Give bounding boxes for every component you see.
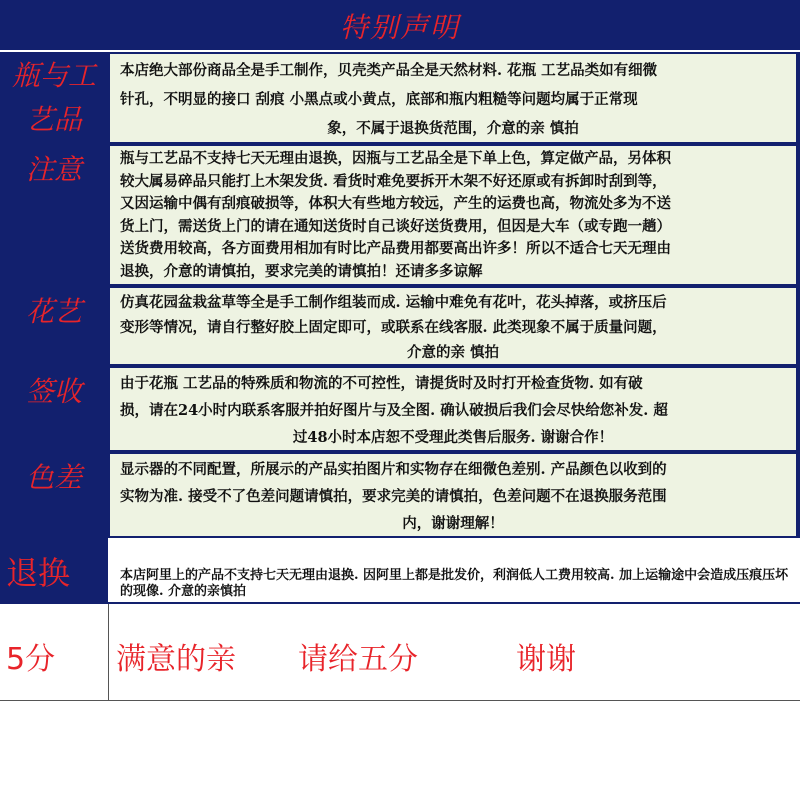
content-line: 又因运输中偶有刮痕破损等，体积大有些地方较远，产生的运费也高，物流处多为不送 — [120, 195, 671, 212]
section-label-text: 瓶与工艺品 — [11, 59, 96, 136]
cell-divider — [108, 604, 109, 700]
section-label: 签收 — [25, 375, 82, 408]
score-label: 5分 — [6, 642, 56, 677]
content-line: 退换，介意的请慎拍，要求完美的请慎拍！还请多多谅解 — [120, 262, 483, 280]
content-line: 本店绝大部份商品全是手工制作，贝壳类产品全是天然材料. 花瓶 工艺品类如有细微 — [120, 62, 658, 79]
content-line: 介意的亲 慎拍 — [406, 344, 500, 361]
page-title: 特别声明 — [339, 11, 460, 44]
content-line: 针孔，不明显的接口 刮痕 小黑点或小黄点，底部和瓶内粗糙等问题均属于正常现 — [120, 91, 638, 108]
content-line: 显示器的不同配置，所展示的产品实拍图片和实物存在细微色差别. 产品颜色以收到的 — [120, 461, 667, 478]
tuihuan-label: 退换 — [6, 554, 71, 592]
section-content — [110, 54, 796, 142]
section-zhuyi — [0, 144, 800, 286]
content-line: 变形等情况，请自行整好胶上固定即可，或联系在线客服. 此类现象不属于质量问题， — [120, 319, 667, 336]
bottom-rule — [0, 700, 800, 701]
content-line: 送货费用较高，各方面费用相加有时比产品费用都要高出许多！所以不适合七天无理由 — [120, 240, 671, 257]
section-content — [110, 368, 796, 450]
score-item: 谢谢 — [516, 642, 576, 677]
content-line: 象，不属于退换货范围，介意的亲 慎拍 — [327, 120, 579, 137]
content-line: 损，请在24小时内联系客服并拍好图片与及全图. 确认破损后我们会尽快给您补发. 超 — [120, 402, 668, 419]
score-item: 满意的亲 — [116, 642, 236, 677]
section-label — [0, 52, 108, 142]
content-line: 内，谢谢理解！ — [402, 515, 504, 532]
section-ping-gongyipin — [0, 52, 800, 144]
content-line: 仿真花园盆栽盆草等全是手工制作组装而成. 运输中难免有花叶，花头掉落，或挤压后 — [120, 294, 667, 311]
section-huayi — [0, 286, 800, 366]
content-line: 较大属易碎品只能打上木架发货. 看货时难免要拆开木架不好还原或有拆卸时刮到等， — [120, 172, 667, 190]
section-label: 花艺 — [25, 295, 82, 328]
section-label: 注意 — [25, 153, 82, 186]
section-label: 色差 — [25, 461, 82, 494]
score-item: 请给五分 — [298, 642, 418, 677]
header-bar — [0, 0, 800, 52]
content-line: 货上门，需送货上门的请在通知送货时自己谈好送货费用，但因是大车（或专跑一趟） — [120, 217, 671, 235]
separator — [0, 602, 800, 604]
content-line: 由于花瓶 工艺品的特殊质和物流的不可控性，请提货时及时打开检查货物. 如有破 — [120, 375, 643, 392]
tuihuan-content: 本店阿里上的产品不支持七天无理由退换. 因阿里上都是批发价，利润低人工费用较高. 加上运输途中会造成压痕压坏的现像. 介意的亲慎拍 — [108, 538, 800, 602]
tuihuan-label-cell — [0, 538, 108, 602]
content-line: 瓶与工艺品不支持七天无理由退换，因瓶与工艺品全是下单上色，算定做产品，另体积 — [120, 150, 671, 167]
section-secha — [0, 452, 800, 538]
section-content — [110, 454, 796, 536]
content-line: 过48小时本店恕不受理此类售后服务. 谢谢合作！ — [292, 429, 614, 446]
section-qianshou — [0, 366, 800, 452]
section-content — [110, 288, 796, 364]
content-line: 实物为准. 接受不了色差问题请慎拍，要求完美的请慎拍，色差问题不在退换服务范围 — [120, 488, 667, 505]
section-content — [110, 146, 796, 284]
